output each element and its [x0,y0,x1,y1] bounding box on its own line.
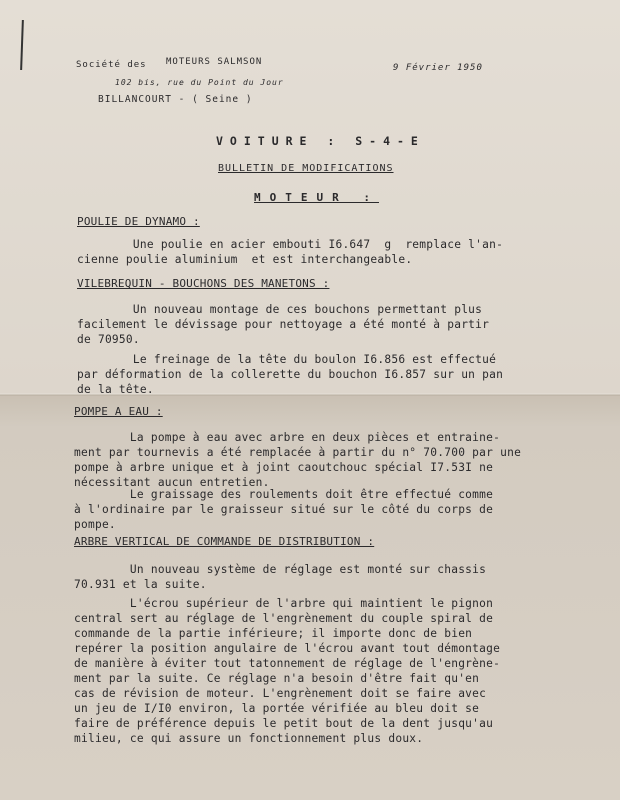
section-paragraph: La pompe à eau avec arbre en deux pièces et entraine- ment par tournevis a été remplacée à partir du n° 70.700 par une pompe à arbre unique et à joint caoutchouc spécial I7.53I ne nécessitant aucun entretien. [74,431,522,489]
section-heading-arbre: ARBRE VERTICAL DE COMMANDE DE DISTRIBUTION : [74,535,375,548]
document-date: 9 Février 1950 [393,63,483,73]
section-group-title: MOTEUR : [254,191,379,204]
section-heading-pompe: POMPE A EAU : [74,405,163,418]
section-paragraph: Un nouveau montage de ces bouchons permettant plus facilement le dévissage pour nettoyage a été monté à partir de 70950. [77,303,490,346]
company-city: BILLANCOURT - ( Seine ) [98,94,253,105]
company-prefix: Société des [76,60,147,70]
section-paragraph: Une poulie en acier embouti I6.647 g remplace l'an- cienne poulie aluminium et est interchangeable. [77,238,504,266]
document-subtitle: BULLETIN DE MODIFICATIONS [218,163,394,174]
section-paragraph: L'écrou supérieur de l'arbre qui maintient le pignon central sert au réglage de l'engrènement du couple spiral de commande de la partie inférieure; il importe donc de bien repérer la position angulaire de l'écrou avant tout démontage de manière à éviter tout tatonnement de réglage de l'engrène- ment par la suite. Ce réglage n'a besoin d'être fait qu'en cas de révision de moteur. L'engrènement doit se faire avec un jeu de I/I0 environ, la portée vérifiée au bleu doit se faire de préférence depuis le petit bout de la dent jusqu'au milieu, ce qui assure un fonctionnement plus doux. [74,597,501,745]
section-heading-dynamo: POULIE DE DYNAMO : [77,215,200,228]
section-paragraph: Le graissage des roulements doit être effectué comme à l'ordinaire par le graisseur situé sur le côté du corps de pompe. [74,488,494,531]
section-heading-vilebrequin: VILEBREQUIN - BOUCHONS DES MANETONS : [77,277,330,290]
section-paragraph: Un nouveau système de réglage est monté sur chassis 70.931 et la suite. [74,563,487,591]
company-address: 102 bis, rue du Point du Jour [115,78,284,87]
document-title: VOITURE : S-4-E [216,134,425,148]
company-name: MOTEURS SALMSON [166,57,263,67]
section-paragraph: Le freinage de la tête du boulon I6.856 est effectué par déformation de la collerette du bouchon I6.857 sur un pan de la tête. [77,353,504,396]
